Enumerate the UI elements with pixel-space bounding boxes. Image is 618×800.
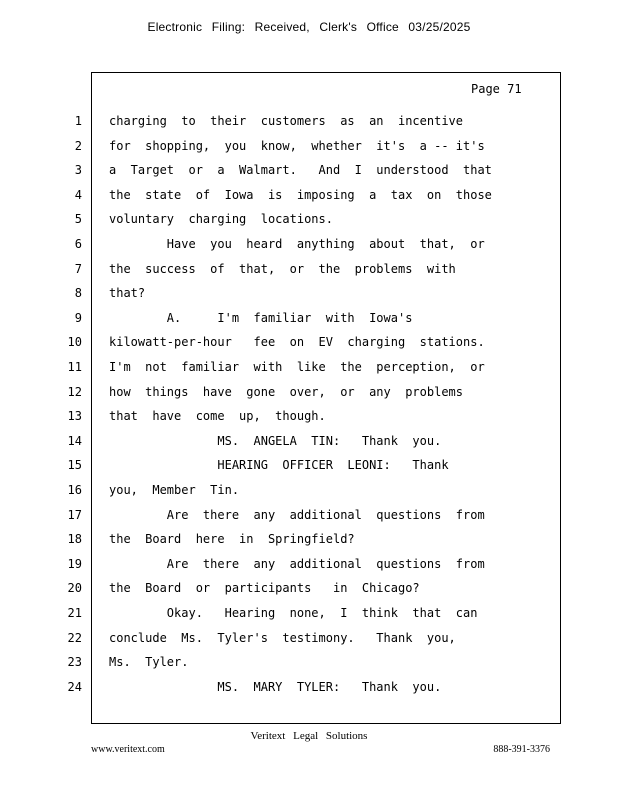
- transcript-line: I'm not familiar with like the perception, or: [109, 360, 485, 374]
- line-number: 6: [74, 237, 82, 251]
- line-number: 7: [74, 261, 82, 276]
- footer-phone: 888-391-3376: [493, 744, 550, 755]
- transcript-line: A. I'm familiar with Iowa's: [109, 310, 413, 325]
- line-number: 2: [74, 138, 82, 153]
- transcript-line: voluntary charging locations.: [109, 212, 333, 227]
- line-number: 18: [67, 532, 82, 547]
- line-number: 22: [67, 630, 82, 645]
- line-number: 14: [67, 433, 82, 448]
- line-number: 10: [67, 335, 82, 350]
- line-number: 8: [74, 286, 82, 301]
- line-number: 5: [74, 212, 82, 227]
- transcript-line: conclude Ms. Tyler's testimony. Thank you,: [109, 630, 456, 645]
- line-number: 17: [67, 507, 82, 522]
- transcript-line: MS. ANGELA TIN: Thank you.: [109, 433, 442, 448]
- transcript-line: Ms. Tyler.: [109, 655, 189, 670]
- page-number: Page 71: [471, 82, 522, 96]
- transcript-line: for shopping, you know, whether it's a -- it's: [109, 138, 485, 153]
- line-number: 21: [67, 606, 82, 620]
- line-number: 23: [67, 655, 82, 670]
- line-number: 12: [67, 384, 82, 399]
- line-number: 11: [67, 360, 82, 374]
- footer-website: www.veritext.com: [91, 744, 165, 755]
- transcript-line: charging to their customers as an incentive: [109, 114, 464, 128]
- transcript-line: the Board here in Springfield?: [109, 532, 355, 547]
- transcript-line: HEARING OFFICER LEONI: Thank: [109, 458, 449, 473]
- transcript-line: Are there any additional questions from: [109, 507, 485, 522]
- transcript-line: how things have gone over, or any problems: [109, 384, 464, 399]
- line-number: 1: [74, 114, 82, 128]
- transcript-line: that?: [109, 286, 146, 301]
- line-number: 16: [67, 483, 82, 497]
- transcript-line: you, Member Tin.: [109, 483, 240, 497]
- transcript-line: the state of Iowa is imposing a tax on those: [109, 187, 492, 202]
- transcript-line: the success of that, or the problems with: [109, 261, 456, 276]
- line-number: 4: [74, 187, 82, 202]
- transcript-line: MS. MARY TYLER: Thank you.: [109, 679, 442, 694]
- transcript-line: Have you heard anything about that, or: [109, 237, 485, 251]
- line-number: 20: [67, 581, 82, 596]
- transcript-line: the Board or participants in Chicago?: [109, 581, 420, 596]
- line-number: 3: [74, 163, 82, 178]
- line-number: 19: [67, 556, 82, 571]
- line-number: 24: [67, 679, 82, 694]
- transcript-line: Are there any additional questions from: [109, 556, 485, 571]
- transcript-line: Okay. Hearing none, I think that can: [109, 606, 478, 620]
- transcript-line: kilowatt-per-hour fee on EV charging stations.: [109, 335, 485, 350]
- line-number: 15: [67, 458, 82, 473]
- line-number: 13: [67, 409, 82, 424]
- footer-company: Veritext Legal Solutions: [250, 730, 368, 742]
- transcript-line: a Target or a Walmart. And I understood that: [109, 163, 492, 178]
- line-number: 9: [74, 310, 82, 325]
- transcript-line: that have come up, though.: [109, 409, 326, 424]
- filing-header: Electronic Filing: Received, Clerk's Office 03/25/2025: [147, 20, 471, 34]
